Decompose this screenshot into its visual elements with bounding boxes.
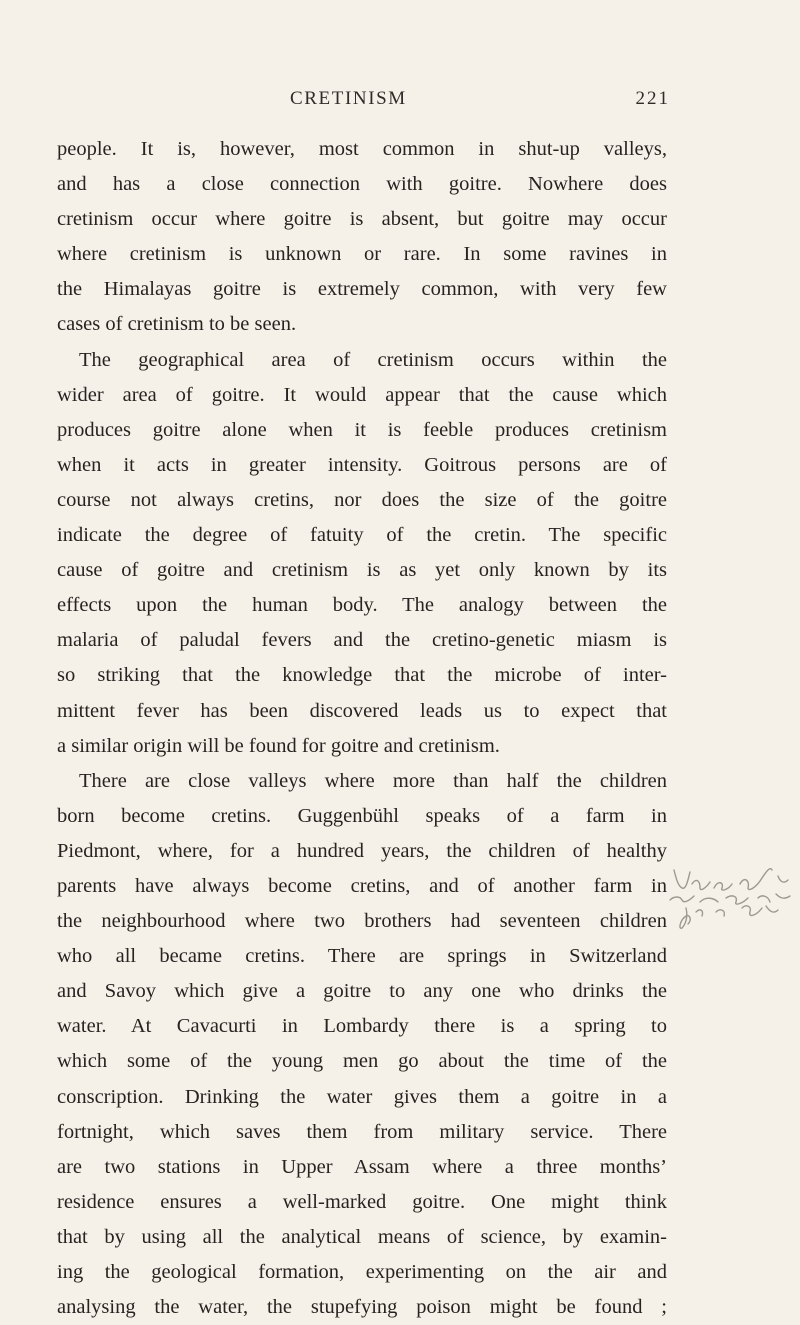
text-line: effects upon the human body. The analogy between the [57, 594, 667, 617]
text-line: cases of cretinism to be seen. [57, 313, 297, 336]
text-line: a similar origin will be found for goitre and cretinism. [57, 734, 500, 757]
text-line: and has a close connection with goitre. Nowhere does [57, 173, 667, 196]
text-line: the neighbourhood where two brothers had seventeen children [57, 910, 667, 933]
text-line: and Savoy which give a goitre to any one who drinks the [57, 980, 667, 1003]
text-line: indicate the degree of fatuity of the cretin. The specific [57, 524, 667, 547]
text-line: fortnight, which saves them from military service. There [57, 1120, 667, 1143]
text-line: water. At Cavacurti in Lombardy there is a spring to [57, 1015, 667, 1038]
text-line: malaria of paludal fevers and the cretino-genetic miasm is [57, 629, 667, 652]
text-line: that by using all the analytical means of science, by examin- [57, 1225, 667, 1248]
text-line: course not always cretins, nor does the size of the goitre [57, 488, 667, 511]
body-text [57, 132, 667, 1325]
text-line: where cretinism is unknown or rare. In some ravines in [57, 243, 667, 266]
text-line: The geographical area of cretinism occurs within the [79, 348, 667, 371]
text-line: mittent fever has been discovered leads us to expect that [57, 699, 667, 722]
text-line: conscription. Drinking the water gives them a goitre in a [57, 1085, 667, 1108]
running-head [100, 88, 670, 116]
text-line: residence ensures a well-marked goitre. One might think [57, 1190, 667, 1213]
text-line: Piedmont, where, for a hundred years, the children of healthy [57, 839, 667, 862]
pencil-annotation-icon [666, 858, 796, 948]
text-line: are two stations in Upper Assam where a three months’ [57, 1155, 667, 1178]
text-line: analysing the water, the stupefying poison might be found ; [57, 1296, 667, 1319]
text-line: born become cretins. Guggenbühl speaks of a farm in [57, 804, 667, 827]
text-line: who all became cretins. There are springs in Switzerland [57, 945, 667, 968]
running-title: CRETINISM [290, 88, 407, 109]
text-line: cretinism occur where goitre is absent, but goitre may occur [57, 208, 667, 231]
text-line: produces goitre alone when it is feeble produces cretinism [57, 418, 667, 441]
text-line: which some of the young men go about the time of the [57, 1050, 667, 1073]
text-line: cause of goitre and cretinism is as yet only known by its [57, 559, 667, 582]
text-line: parents have always become cretins, and of another farm in [57, 874, 667, 897]
text-line: wider area of goitre. It would appear that the cause which [57, 383, 667, 406]
text-line: people. It is, however, most common in shut-up valleys, [57, 138, 667, 160]
text-line: There are close valleys where more than half the children [79, 769, 667, 792]
text-line: ing the geological formation, experimenting on the air and [57, 1261, 667, 1283]
text-line: when it acts in greater intensity. Goitrous persons are of [57, 453, 667, 476]
text-line: the Himalayas goitre is extremely common, with very few [57, 278, 667, 301]
text-line: so striking that the knowledge that the microbe of inter- [57, 664, 667, 687]
page-number: 221 [635, 88, 670, 109]
